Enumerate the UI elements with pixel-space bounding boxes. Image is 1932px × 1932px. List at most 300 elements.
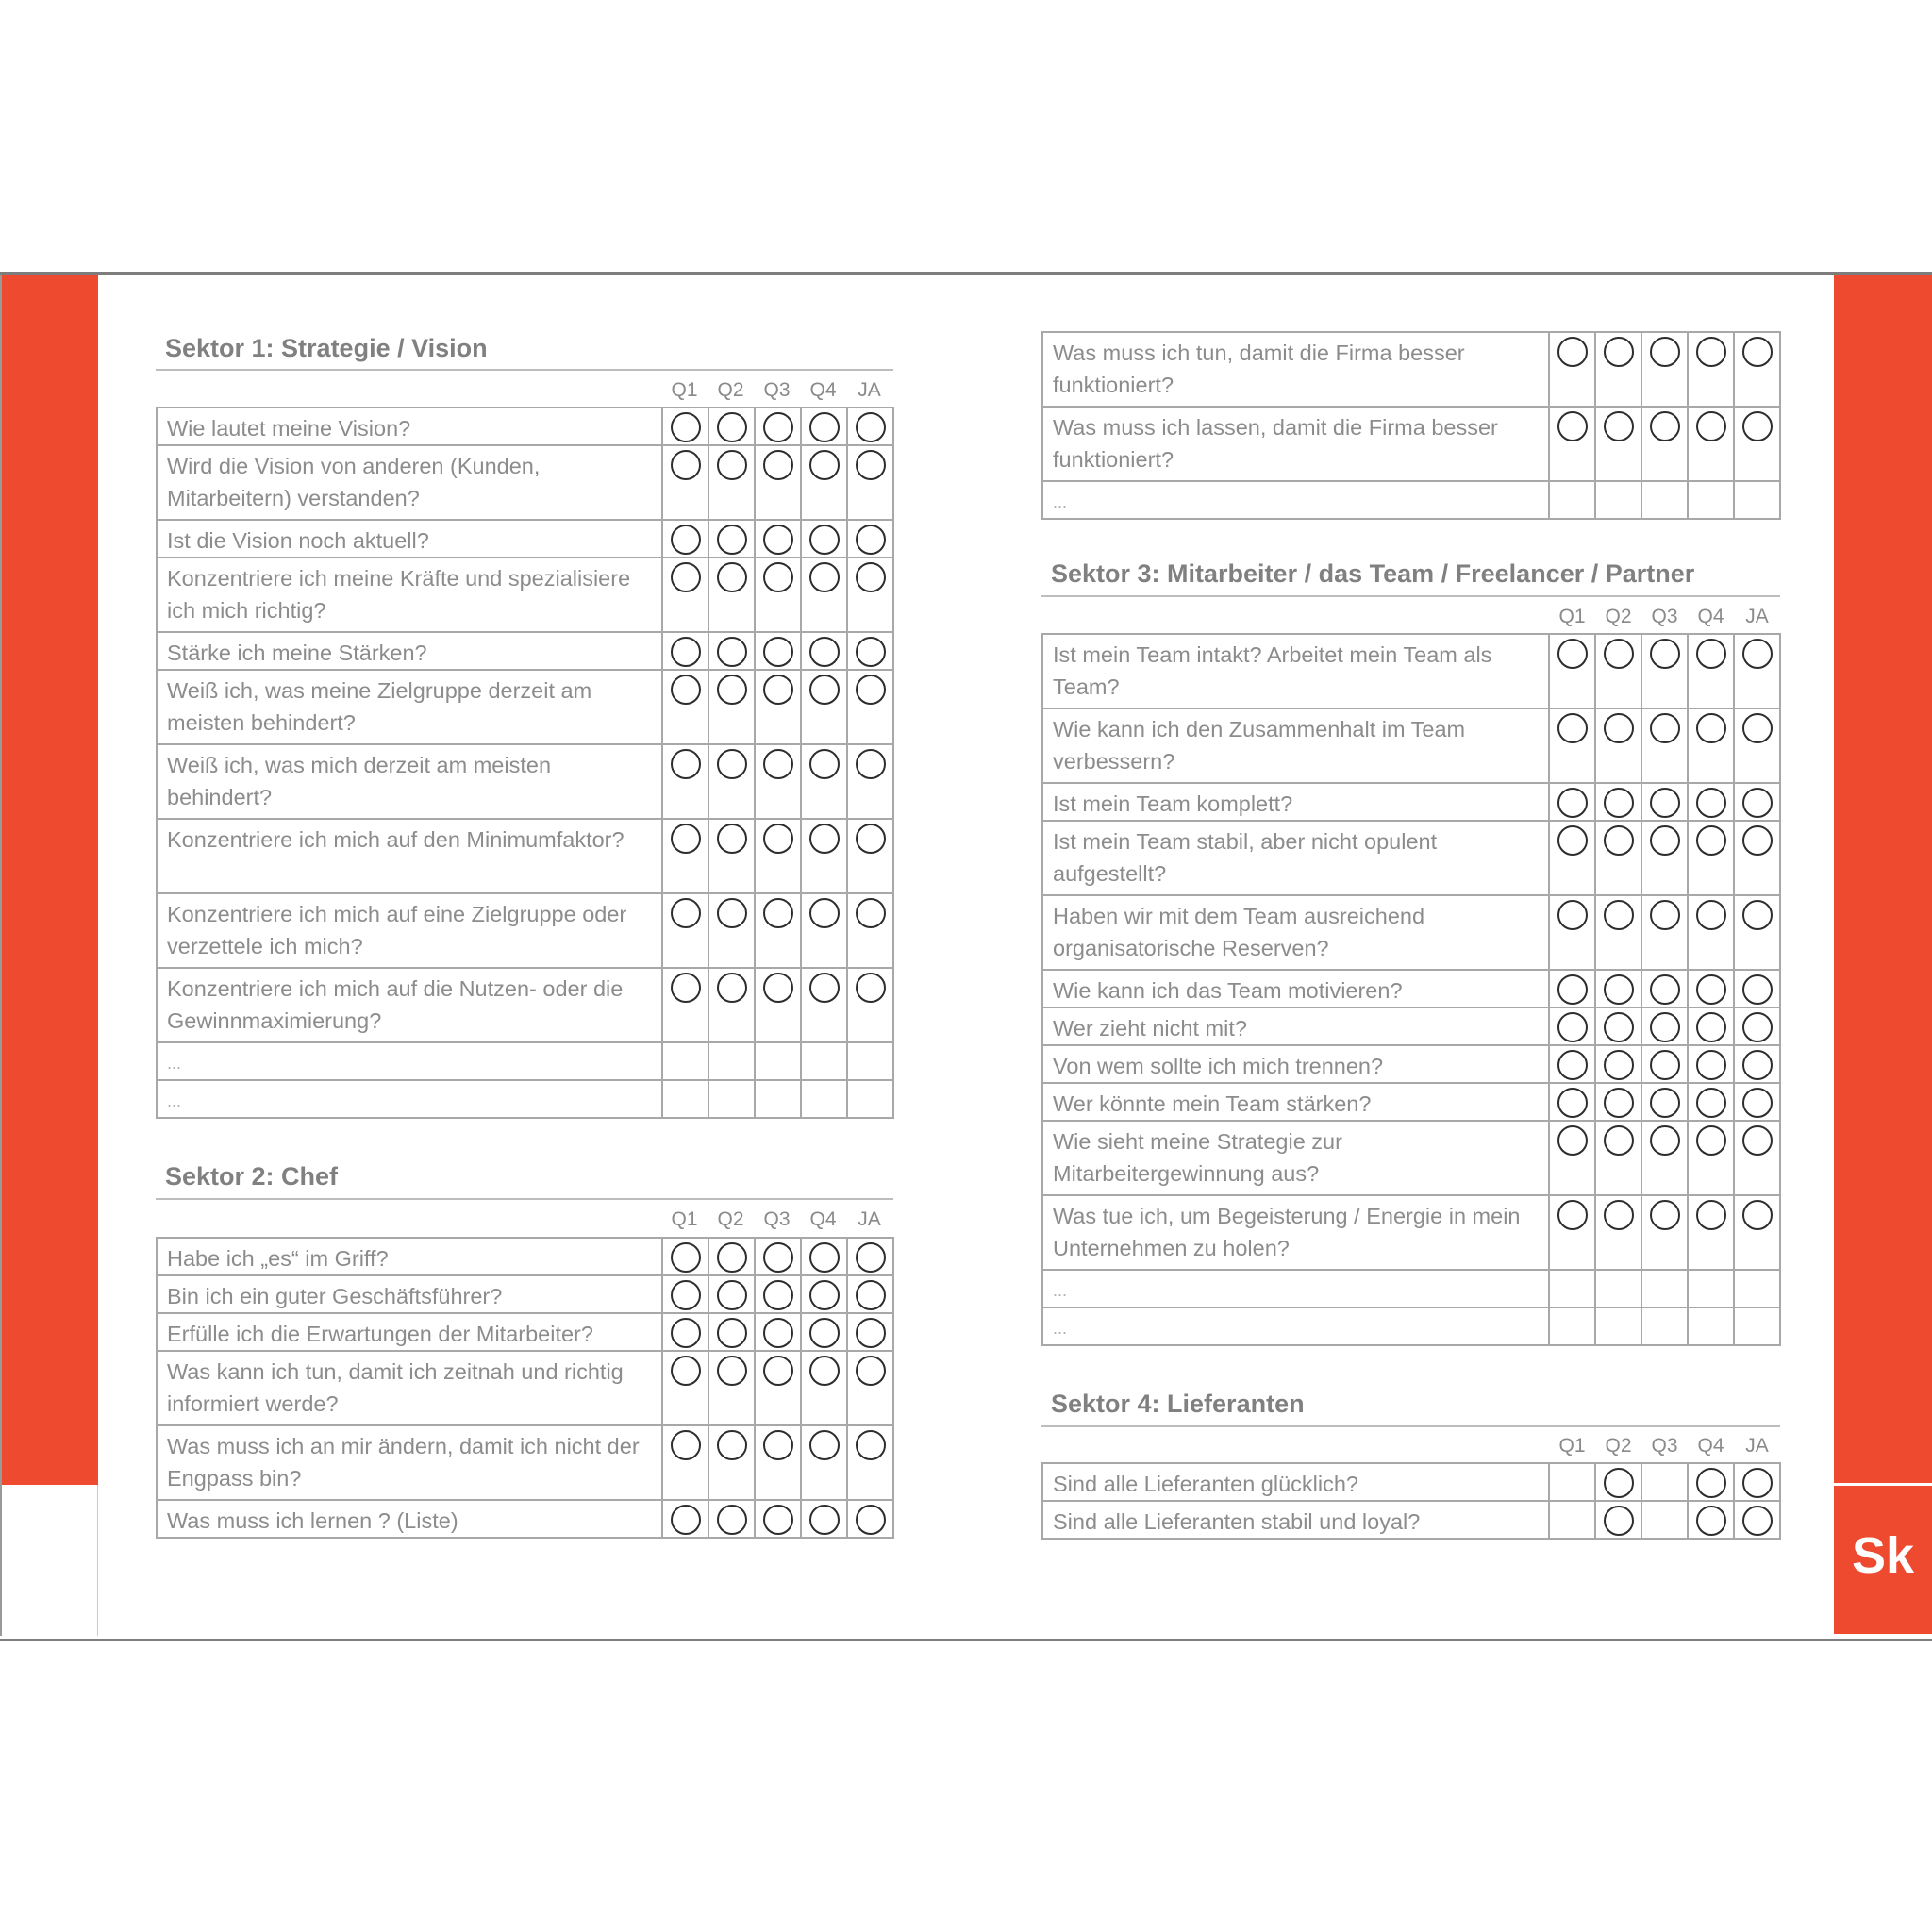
checkbox-circle-q4[interactable] bbox=[1696, 1012, 1726, 1042]
checkbox-circle-q2[interactable] bbox=[1604, 974, 1634, 1005]
checkbox-circle-q2[interactable] bbox=[1604, 1050, 1634, 1080]
question-row bbox=[157, 1275, 893, 1313]
checkbox-circle-q3[interactable] bbox=[763, 675, 793, 705]
column-header-s4 bbox=[1548, 1435, 1780, 1457]
cell-q4 bbox=[801, 670, 847, 744]
checkbox-circle-q2[interactable] bbox=[1604, 411, 1634, 441]
question-row bbox=[157, 1042, 893, 1080]
checkbox-circle-q4[interactable] bbox=[1696, 974, 1726, 1005]
checkbox-circle-ja[interactable] bbox=[856, 1505, 886, 1535]
checkbox-circle-q2[interactable] bbox=[1604, 337, 1634, 367]
cell-ja bbox=[847, 893, 893, 968]
cell-ja bbox=[1734, 1008, 1780, 1045]
question-row bbox=[157, 893, 893, 968]
question-row bbox=[157, 520, 893, 558]
cell-ja bbox=[847, 1351, 893, 1425]
checkbox-circle-ja[interactable] bbox=[856, 1430, 886, 1460]
checkbox-circle-q1[interactable] bbox=[1557, 1088, 1588, 1118]
checkbox-circle-q4[interactable] bbox=[809, 1430, 840, 1460]
cell-q1 bbox=[662, 819, 708, 893]
checkbox-circle-q3[interactable] bbox=[763, 1318, 793, 1348]
question-row bbox=[1042, 1008, 1780, 1045]
checkbox-circle-q4[interactable] bbox=[1696, 1050, 1726, 1080]
checkbox-circle-q2[interactable] bbox=[717, 1430, 747, 1460]
cell-q4 bbox=[801, 408, 847, 445]
cell-q3 bbox=[755, 632, 801, 670]
checkbox-circle-ja[interactable] bbox=[1742, 900, 1773, 930]
cell-q4 bbox=[801, 1425, 847, 1500]
cell-q4 bbox=[801, 1313, 847, 1351]
cell-ja bbox=[847, 744, 893, 819]
checkbox-circle-ja[interactable] bbox=[856, 525, 886, 555]
checkbox-circle-q1[interactable] bbox=[671, 749, 701, 779]
checkbox-circle-q3[interactable] bbox=[763, 1505, 793, 1535]
checkbox-circle-q1[interactable] bbox=[671, 1318, 701, 1348]
checkbox-circle-q2[interactable] bbox=[717, 898, 747, 928]
checkbox-circle-q2[interactable] bbox=[1604, 825, 1634, 856]
checkbox-circle-q2[interactable] bbox=[1604, 1125, 1634, 1156]
cell-q4 bbox=[801, 1238, 847, 1275]
question-text: Haben wir mit dem Team ausreichend organisatorische Reserven? bbox=[1042, 895, 1549, 970]
checkbox-circle-q4[interactable] bbox=[1696, 1506, 1726, 1536]
question-text: Was muss ich lassen, damit die Firma besser funktioniert? bbox=[1042, 407, 1549, 481]
cell-q1 bbox=[1549, 481, 1595, 519]
checkbox-circle-q4[interactable] bbox=[809, 1318, 840, 1348]
cell-q3 bbox=[755, 670, 801, 744]
question-text: Sind alle Lieferanten stabil und loyal? bbox=[1042, 1501, 1549, 1539]
checkbox-circle-ja[interactable] bbox=[856, 675, 886, 705]
checkbox-circle-q3[interactable] bbox=[763, 1242, 793, 1273]
checkbox-circle-ja[interactable] bbox=[856, 1356, 886, 1386]
checkbox-circle-q4[interactable] bbox=[1696, 1088, 1726, 1118]
col-q2: Q2 bbox=[717, 379, 744, 401]
checkbox-circle-ja[interactable] bbox=[1742, 713, 1773, 743]
checkbox-circle-q4[interactable] bbox=[1696, 639, 1726, 669]
checkbox-circle-q2[interactable] bbox=[717, 1242, 747, 1273]
checkbox-circle-q4[interactable] bbox=[809, 562, 840, 592]
checkbox-circle-q3[interactable] bbox=[763, 1430, 793, 1460]
question-text: Ist mein Team stabil, aber nicht opulent aufgestellt? bbox=[1042, 821, 1549, 895]
cell-q3 bbox=[1641, 1307, 1688, 1345]
cell-q4 bbox=[1688, 1121, 1734, 1195]
checkbox-circle-q4[interactable] bbox=[1696, 900, 1726, 930]
checkbox-circle-q1[interactable] bbox=[671, 1356, 701, 1386]
cell-q1 bbox=[662, 1238, 708, 1275]
checkbox-circle-ja[interactable] bbox=[856, 450, 886, 480]
checkbox-circle-q1[interactable] bbox=[671, 412, 701, 442]
checkbox-circle-q4[interactable] bbox=[1696, 1125, 1726, 1156]
cell-q4 bbox=[801, 520, 847, 558]
question-table-s2-continued bbox=[1041, 331, 1781, 520]
checkbox-circle-q4[interactable] bbox=[809, 1356, 840, 1386]
cell-q1 bbox=[662, 408, 708, 445]
checkbox-circle-q2[interactable] bbox=[1604, 713, 1634, 743]
checkbox-circle-q3[interactable] bbox=[763, 1280, 793, 1310]
checkbox-circle-ja[interactable] bbox=[1742, 825, 1773, 856]
checkbox-circle-q4[interactable] bbox=[809, 824, 840, 854]
cell-ja bbox=[847, 445, 893, 520]
cell-q4 bbox=[1688, 970, 1734, 1008]
cell-ja bbox=[847, 632, 893, 670]
cell-q1 bbox=[1549, 783, 1595, 821]
checkbox-circle-q4[interactable] bbox=[809, 412, 840, 442]
checkbox-circle-q3[interactable] bbox=[1650, 900, 1680, 930]
cell-q4 bbox=[801, 893, 847, 968]
cell-q2 bbox=[708, 1351, 755, 1425]
checkbox-circle-q3[interactable] bbox=[763, 973, 793, 1003]
checkbox-circle-q4[interactable] bbox=[809, 1505, 840, 1535]
cell-q1 bbox=[1549, 1083, 1595, 1121]
col-q3: Q3 bbox=[763, 1208, 791, 1230]
checkbox-circle-q3[interactable] bbox=[763, 824, 793, 854]
cell-q2 bbox=[1595, 970, 1641, 1008]
cell-ja bbox=[847, 1042, 893, 1080]
question-row bbox=[157, 819, 893, 893]
checkbox-circle-q3[interactable] bbox=[1650, 337, 1680, 367]
checkbox-circle-q4[interactable] bbox=[809, 525, 840, 555]
cell-q3 bbox=[1641, 634, 1688, 708]
cell-q1 bbox=[662, 893, 708, 968]
section-title-s4: Sektor 4: Lieferanten bbox=[1041, 1390, 1780, 1427]
section-title-s1: Sektor 1: Strategie / Vision bbox=[156, 334, 893, 371]
checkbox-circle-q3[interactable] bbox=[763, 562, 793, 592]
checkbox-circle-q3[interactable] bbox=[763, 749, 793, 779]
cell-q3 bbox=[755, 819, 801, 893]
checkbox-circle-q1[interactable] bbox=[1557, 900, 1588, 930]
question-row bbox=[1042, 1270, 1780, 1307]
checkbox-circle-q1[interactable] bbox=[671, 1430, 701, 1460]
checkbox-circle-q2[interactable] bbox=[717, 824, 747, 854]
cell-q4 bbox=[1688, 1463, 1734, 1501]
checkbox-circle-q1[interactable] bbox=[671, 973, 701, 1003]
checkbox-circle-ja[interactable] bbox=[856, 749, 886, 779]
checkbox-circle-q3[interactable] bbox=[763, 898, 793, 928]
question-row bbox=[157, 968, 893, 1042]
column-header-s1 bbox=[660, 379, 892, 402]
checkbox-circle-q4[interactable] bbox=[1696, 337, 1726, 367]
checkbox-circle-q3[interactable] bbox=[1650, 1200, 1680, 1230]
cell-q4 bbox=[1688, 1008, 1734, 1045]
cell-ja bbox=[1734, 970, 1780, 1008]
checkbox-circle-q1[interactable] bbox=[1557, 825, 1588, 856]
col-q1: Q1 bbox=[671, 379, 698, 401]
cell-q3 bbox=[1641, 407, 1688, 481]
cell-q3 bbox=[755, 1313, 801, 1351]
checkbox-circle-ja[interactable] bbox=[1742, 411, 1773, 441]
cell-q2 bbox=[708, 968, 755, 1042]
cell-ja bbox=[847, 558, 893, 632]
checkbox-circle-q3[interactable] bbox=[1650, 639, 1680, 669]
checkbox-circle-ja[interactable] bbox=[856, 1280, 886, 1310]
checkbox-circle-ja[interactable] bbox=[856, 973, 886, 1003]
checkbox-circle-q3[interactable] bbox=[763, 412, 793, 442]
checkbox-circle-ja[interactable] bbox=[1742, 1506, 1773, 1536]
cell-ja bbox=[1734, 1270, 1780, 1307]
question-text: Was muss ich tun, damit die Firma besser funktioniert? bbox=[1042, 332, 1549, 407]
checkbox-circle-q2[interactable] bbox=[1604, 1088, 1634, 1118]
checkbox-circle-q2[interactable] bbox=[1604, 1012, 1634, 1042]
cell-q2 bbox=[1595, 332, 1641, 407]
cell-q1 bbox=[662, 1313, 708, 1351]
empty-row-placeholder: ... bbox=[157, 1080, 662, 1118]
col-ja: JA bbox=[858, 379, 881, 401]
checkbox-circle-q2[interactable] bbox=[717, 1280, 747, 1310]
cell-q1 bbox=[662, 1042, 708, 1080]
checkbox-circle-q2[interactable] bbox=[1604, 788, 1634, 818]
checkbox-circle-ja[interactable] bbox=[856, 637, 886, 667]
cell-q3 bbox=[755, 520, 801, 558]
cell-q4 bbox=[801, 1042, 847, 1080]
cell-q4 bbox=[1688, 821, 1734, 895]
cell-q3 bbox=[1641, 1083, 1688, 1121]
checkbox-circle-ja[interactable] bbox=[1742, 1050, 1773, 1080]
checkbox-circle-q2[interactable] bbox=[717, 637, 747, 667]
checkbox-circle-q3[interactable] bbox=[1650, 411, 1680, 441]
cell-ja bbox=[847, 968, 893, 1042]
cell-q2 bbox=[1595, 1270, 1641, 1307]
checkbox-circle-q2[interactable] bbox=[717, 1318, 747, 1348]
question-row bbox=[157, 670, 893, 744]
empty-row-placeholder: ... bbox=[1042, 1270, 1549, 1307]
checkbox-circle-ja[interactable] bbox=[1742, 1012, 1773, 1042]
checkbox-circle-q1[interactable] bbox=[1557, 1200, 1588, 1230]
cell-ja bbox=[847, 520, 893, 558]
question-text: Von wem sollte ich mich trennen? bbox=[1042, 1045, 1549, 1083]
checkbox-circle-q2[interactable] bbox=[717, 675, 747, 705]
checkbox-circle-ja[interactable] bbox=[856, 562, 886, 592]
checkbox-circle-q1[interactable] bbox=[1557, 411, 1588, 441]
checkbox-circle-q3[interactable] bbox=[1650, 825, 1680, 856]
cell-q2 bbox=[1595, 708, 1641, 783]
checkbox-circle-q2[interactable] bbox=[1604, 900, 1634, 930]
right-accent-bar bbox=[1834, 275, 1932, 1634]
cell-q2 bbox=[1595, 634, 1641, 708]
checkbox-circle-ja[interactable] bbox=[1742, 1468, 1773, 1498]
col-q4: Q4 bbox=[1697, 1435, 1724, 1457]
col-q3: Q3 bbox=[763, 379, 791, 401]
question-text: Ist die Vision noch aktuell? bbox=[157, 520, 662, 558]
checkbox-circle-ja[interactable] bbox=[1742, 788, 1773, 818]
checkbox-circle-q1[interactable] bbox=[1557, 713, 1588, 743]
checkbox-circle-q2[interactable] bbox=[717, 749, 747, 779]
checkbox-circle-q4[interactable] bbox=[809, 973, 840, 1003]
cell-q1 bbox=[662, 1500, 708, 1538]
cell-q4 bbox=[801, 1275, 847, 1313]
cell-ja bbox=[847, 1238, 893, 1275]
cell-q3 bbox=[1641, 1463, 1688, 1501]
cell-q3 bbox=[1641, 821, 1688, 895]
checkbox-circle-q3[interactable] bbox=[763, 525, 793, 555]
cell-q1 bbox=[1549, 1121, 1595, 1195]
checkbox-circle-q2[interactable] bbox=[717, 1505, 747, 1535]
checkbox-circle-q3[interactable] bbox=[763, 450, 793, 480]
question-row bbox=[157, 1500, 893, 1538]
cell-q3 bbox=[755, 1425, 801, 1500]
checkbox-circle-q1[interactable] bbox=[671, 824, 701, 854]
cell-q2 bbox=[708, 1080, 755, 1118]
col-q4: Q4 bbox=[1697, 606, 1724, 627]
question-row bbox=[1042, 1045, 1780, 1083]
checkbox-circle-q3[interactable] bbox=[1650, 1050, 1680, 1080]
question-text: Konzentriere ich meine Kräfte und spezialisiere ich mich richtig? bbox=[157, 558, 662, 632]
cell-q1 bbox=[662, 1351, 708, 1425]
question-text: Habe ich „es“ im Griff? bbox=[157, 1238, 662, 1275]
question-text: Wie lautet meine Vision? bbox=[157, 408, 662, 445]
checkbox-circle-ja[interactable] bbox=[1742, 337, 1773, 367]
cell-q2 bbox=[708, 632, 755, 670]
cell-q3 bbox=[755, 1080, 801, 1118]
checkbox-circle-q4[interactable] bbox=[809, 450, 840, 480]
question-row bbox=[1042, 708, 1780, 783]
checkbox-circle-q1[interactable] bbox=[671, 525, 701, 555]
checkbox-circle-q2[interactable] bbox=[717, 525, 747, 555]
question-text: Konzentriere ich mich auf die Nutzen- oder die Gewinnmaximierung? bbox=[157, 968, 662, 1042]
checkbox-circle-q3[interactable] bbox=[1650, 1012, 1680, 1042]
cell-q1 bbox=[1549, 1045, 1595, 1083]
checkbox-circle-q4[interactable] bbox=[1696, 1200, 1726, 1230]
checkbox-circle-q1[interactable] bbox=[1557, 337, 1588, 367]
cell-q2 bbox=[1595, 1083, 1641, 1121]
col-q4: Q4 bbox=[809, 1208, 837, 1230]
checkbox-circle-q4[interactable] bbox=[1696, 713, 1726, 743]
checkbox-circle-q4[interactable] bbox=[809, 675, 840, 705]
cell-q1 bbox=[1549, 407, 1595, 481]
checkbox-circle-q1[interactable] bbox=[671, 562, 701, 592]
cell-q4 bbox=[1688, 481, 1734, 519]
cell-q1 bbox=[662, 558, 708, 632]
checkbox-circle-q1[interactable] bbox=[671, 1280, 701, 1310]
checkbox-circle-q1[interactable] bbox=[671, 637, 701, 667]
checkbox-circle-q2[interactable] bbox=[1604, 1506, 1634, 1536]
checkbox-circle-ja[interactable] bbox=[856, 1318, 886, 1348]
question-text: Was muss ich lernen ? (Liste) bbox=[157, 1500, 662, 1538]
checkbox-circle-ja[interactable] bbox=[856, 824, 886, 854]
empty-row-placeholder: ... bbox=[1042, 1307, 1549, 1345]
question-text: Konzentriere ich mich auf den Minimumfaktor? bbox=[157, 819, 662, 893]
checkbox-circle-q1[interactable] bbox=[1557, 1125, 1588, 1156]
cell-q1 bbox=[1549, 634, 1595, 708]
cell-q1 bbox=[662, 744, 708, 819]
checkbox-circle-q2[interactable] bbox=[1604, 639, 1634, 669]
checkbox-circle-q4[interactable] bbox=[1696, 788, 1726, 818]
checkbox-circle-q4[interactable] bbox=[809, 1242, 840, 1273]
checkbox-circle-q2[interactable] bbox=[717, 412, 747, 442]
checkbox-circle-q3[interactable] bbox=[1650, 713, 1680, 743]
checkbox-circle-q1[interactable] bbox=[1557, 1012, 1588, 1042]
cell-q4 bbox=[1688, 1083, 1734, 1121]
checkbox-circle-q1[interactable] bbox=[671, 675, 701, 705]
cell-q1 bbox=[1549, 1501, 1595, 1539]
cell-q2 bbox=[1595, 821, 1641, 895]
cell-ja bbox=[1734, 332, 1780, 407]
question-row bbox=[1042, 634, 1780, 708]
checkbox-circle-q4[interactable] bbox=[809, 749, 840, 779]
checkbox-circle-q3[interactable] bbox=[763, 637, 793, 667]
checkbox-circle-q1[interactable] bbox=[671, 898, 701, 928]
checkbox-circle-q1[interactable] bbox=[671, 1242, 701, 1273]
checkbox-circle-q3[interactable] bbox=[1650, 788, 1680, 818]
checkbox-circle-ja[interactable] bbox=[856, 898, 886, 928]
cell-q2 bbox=[1595, 1045, 1641, 1083]
checkbox-circle-ja[interactable] bbox=[856, 1242, 886, 1273]
cell-q2 bbox=[1595, 1008, 1641, 1045]
checkbox-circle-ja[interactable] bbox=[856, 412, 886, 442]
cell-q2 bbox=[708, 445, 755, 520]
cell-q2 bbox=[1595, 481, 1641, 519]
cell-q2 bbox=[1595, 1501, 1641, 1539]
checkbox-circle-q2[interactable] bbox=[1604, 1468, 1634, 1498]
question-row bbox=[157, 1351, 893, 1425]
checkbox-circle-q2[interactable] bbox=[1604, 1200, 1634, 1230]
section-title-s3: Sektor 3: Mitarbeiter / das Team / Freelancer / Partner bbox=[1041, 559, 1780, 597]
cell-q3 bbox=[1641, 1008, 1688, 1045]
checkbox-circle-ja[interactable] bbox=[1742, 639, 1773, 669]
cell-ja bbox=[1734, 481, 1780, 519]
question-row bbox=[157, 1080, 893, 1118]
checkbox-circle-q2[interactable] bbox=[717, 450, 747, 480]
checkbox-circle-q4[interactable] bbox=[1696, 411, 1726, 441]
checkbox-circle-q2[interactable] bbox=[717, 562, 747, 592]
checkbox-circle-q2[interactable] bbox=[717, 1356, 747, 1386]
checkbox-circle-q3[interactable] bbox=[1650, 1088, 1680, 1118]
checkbox-circle-q4[interactable] bbox=[809, 637, 840, 667]
cell-q3 bbox=[1641, 1121, 1688, 1195]
cell-q3 bbox=[755, 408, 801, 445]
cell-q3 bbox=[1641, 332, 1688, 407]
checkbox-circle-q1[interactable] bbox=[1557, 639, 1588, 669]
checkbox-circle-q3[interactable] bbox=[1650, 1125, 1680, 1156]
question-row bbox=[1042, 783, 1780, 821]
checkbox-circle-q1[interactable] bbox=[671, 450, 701, 480]
checkbox-circle-ja[interactable] bbox=[1742, 1125, 1773, 1156]
cell-q3 bbox=[1641, 481, 1688, 519]
checkbox-circle-q1[interactable] bbox=[671, 1505, 701, 1535]
checkbox-circle-q1[interactable] bbox=[1557, 788, 1588, 818]
cell-ja bbox=[1734, 821, 1780, 895]
checkbox-circle-ja[interactable] bbox=[1742, 1088, 1773, 1118]
cell-ja bbox=[847, 1500, 893, 1538]
cell-q3 bbox=[1641, 1270, 1688, 1307]
checkbox-circle-ja[interactable] bbox=[1742, 974, 1773, 1005]
checkbox-circle-q1[interactable] bbox=[1557, 974, 1588, 1005]
checkbox-circle-q4[interactable] bbox=[1696, 1468, 1726, 1498]
cell-q1 bbox=[1549, 1463, 1595, 1501]
checkbox-circle-q3[interactable] bbox=[763, 1356, 793, 1386]
checkbox-circle-q4[interactable] bbox=[1696, 825, 1726, 856]
question-row bbox=[1042, 1501, 1780, 1539]
question-text: Wird die Vision von anderen (Kunden, Mitarbeitern) verstanden? bbox=[157, 445, 662, 520]
cell-q1 bbox=[1549, 1008, 1595, 1045]
cell-ja bbox=[847, 1313, 893, 1351]
checkbox-circle-q4[interactable] bbox=[809, 898, 840, 928]
checkbox-circle-q1[interactable] bbox=[1557, 1050, 1588, 1080]
question-row bbox=[157, 558, 893, 632]
checkbox-circle-q2[interactable] bbox=[717, 973, 747, 1003]
cell-ja bbox=[1734, 783, 1780, 821]
question-row bbox=[1042, 1121, 1780, 1195]
empty-row-placeholder: ... bbox=[1042, 481, 1549, 519]
col-q1: Q1 bbox=[1558, 1435, 1586, 1457]
question-text: Wer zieht nicht mit? bbox=[1042, 1008, 1549, 1045]
question-text: Wie kann ich den Zusammenhalt im Team verbessern? bbox=[1042, 708, 1549, 783]
cell-q3 bbox=[755, 1351, 801, 1425]
checkbox-circle-q4[interactable] bbox=[809, 1280, 840, 1310]
checkbox-circle-q3[interactable] bbox=[1650, 974, 1680, 1005]
cell-q1 bbox=[1549, 708, 1595, 783]
cell-ja bbox=[847, 670, 893, 744]
checkbox-circle-ja[interactable] bbox=[1742, 1200, 1773, 1230]
cell-q4 bbox=[801, 968, 847, 1042]
